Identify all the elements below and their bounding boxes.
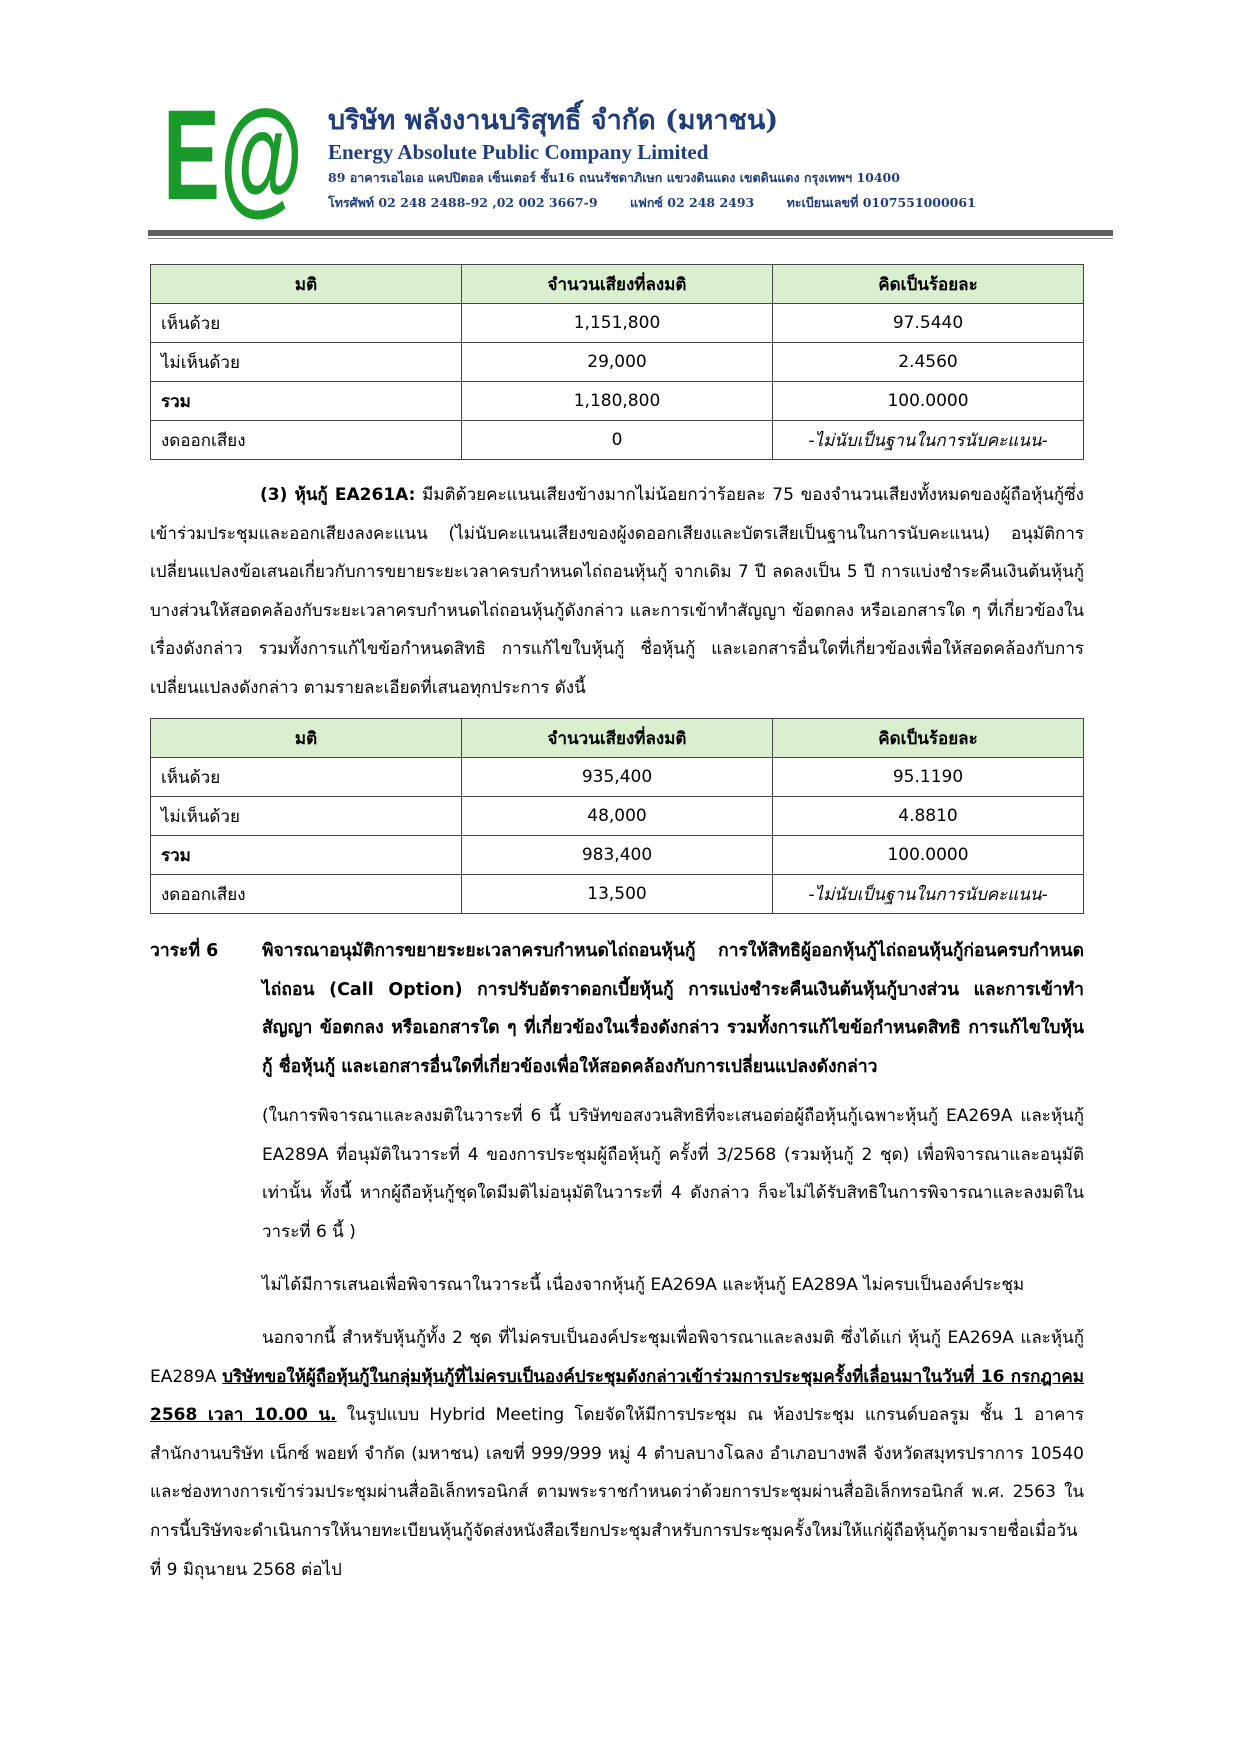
table-cell: เห็นด้วย (151, 304, 462, 343)
phone-number: โทรศัพท์ 02 248 2488-92 ,02 002 3667-9 (328, 195, 598, 210)
table-cell: 13,500 (462, 875, 773, 914)
table-header-row (151, 719, 1084, 758)
table-header-resolution: มติ (151, 719, 462, 758)
table-cell: 97.5440 (773, 304, 1084, 343)
table-row (151, 797, 1084, 836)
final-text-c: ในรูปแบบ Hybrid Meeting โดยจัดให้มีการประชุม ณ ห้องประชุม แกรนด์บอลรูม ชั้น 1 อาคารสำนักงานบริษัท เน็กซ์ พอยท์ จำกัด (มหาชน) เลขที่ 999/999 หมู่ 4 ตำบลบางโฉลง อำเภอบางพลี จังหวัดสมุทรปราการ 10540 และช่องทางการเข้าร่วมประชุมผ่านสื่ออิเล็กทรอนิกส์ ตามพระราชกำหนดว่าด้วยการประชุมผ่านสื่ออิเล็กทรอนิกส์ พ.ศ. 2563 ในการนี้บริษัทจะดำเนินการให้นายทะเบียนหุ้นกู้จัดส่งหนังสือเรียกประชุมสำหรับการประชุมครั้งใหม่ให้แก่ผู้ถือหุ้นกู้ตามรายชื่อเมื่อวันที่ 9 มิถุนายน 2568 ต่อไป (150, 1405, 1084, 1580)
table-cell: 29,000 (462, 343, 773, 382)
agenda-final-paragraph (150, 1319, 1084, 1589)
agenda-title: พิจารณาอนุมัติการขยายระยะเวลาครบกำหนดไถ่ถอนหุ้นกู้ การให้สิทธิผู้ออกหุ้นกู้ไถ่ถอนหุ้นกู้ก่อนครบกำหนดไถ่ถอน (Call Option) การปรับอัตราดอกเบี้ยหุ้นกู้ การแบ่งชำระคืนเงินต้นหุ้นกู้บางส่วน และการเข้าทำสัญญา ข้อตกลง หรือเอกสารใด ๆ ที่เกี่ยวข้องในเรื่องดังกล่าว รวมทั้งการแก้ไขข้อกำหนดสิทธิ การแก้ไขใบหุ้นกู้ ชื่อหุ้นกู้ และเอกสารอื่นใดที่เกี่ยวข้องเพื่อให้สอดคล้องกับการเปลี่ยนแปลงดังกล่าว (262, 941, 1084, 1077)
table-cell: 0 (462, 421, 773, 460)
company-name-english: Energy Absolute Public Company Limited (328, 140, 709, 164)
table-cell: -ไม่นับเป็นฐานในการนับคะแนน- (773, 421, 1084, 460)
table-cell: -ไม่นับเป็นฐานในการนับคะแนน- (773, 875, 1084, 914)
table-cell: 95.1190 (773, 758, 1084, 797)
table-cell: รวม (151, 836, 462, 875)
table-cell: 100.0000 (773, 382, 1084, 421)
final-text-underlined: บริษัทขอให้ผู้ถือหุ้นกู้ในกลุ่มหุ้นกู้ที่ไม่ครบเป็นองค์ประชุมดังกล่าวเข้าร่วมการประชุมครั้งที่เลื่อนมาในวันที่ 16 กรกฎาคม 2568 เวลา 10.00 น. (150, 1366, 1084, 1426)
vote-table-1 (150, 264, 1084, 460)
table-cell: ไม่เห็นด้วย (151, 343, 462, 382)
logo-text: E@ (163, 84, 303, 227)
table-row (151, 304, 1084, 343)
table-row (151, 875, 1084, 914)
table-row (151, 421, 1084, 460)
table-cell: 4.8810 (773, 797, 1084, 836)
paragraph-lead: (3) หุ้นกู้ EA261A: (260, 485, 416, 505)
table-cell: 100.0000 (773, 836, 1084, 875)
table-header-percent: คิดเป็นร้อยละ (773, 265, 1084, 304)
table-row (151, 836, 1084, 875)
table-cell: งดออกเสียง (151, 421, 462, 460)
vote-table-2 (150, 718, 1084, 914)
table-header-row (151, 265, 1084, 304)
table-row (151, 382, 1084, 421)
table-cell: 1,151,800 (462, 304, 773, 343)
registration-number: ทะเบียนเลขที่ 0107551000061 (786, 195, 976, 210)
header-divider (148, 230, 1113, 236)
table-row (151, 343, 1084, 382)
table-row (151, 758, 1084, 797)
company-address: 89 อาคารเอไอเอ แคปปิตอล เซ็นเตอร์ ชั้น16 ถนนรัชดาภิเษก แขวงดินแดง เขตดินแดง กรุงเทพฯ 10400 (328, 170, 900, 185)
paragraph-text: มีมติด้วยคะแนนเสียงข้างมากไม่น้อยกว่าร้อยละ 75 ของจำนวนเสียงทั้งหมดของผู้ถือหุ้นกู้ซึ่งเข้าร่วมประชุมและออกเสียงลงคะแนน (ไม่นับคะแนนเสียงของผู้งดออกเสียงและบัตรเสียเป็นฐานในการนับคะแนน) อนุมัติการเปลี่ยนแปลงข้อเสนอเกี่ยวกับการขยายระยะเวลาครบกำหนดไถ่ถอนหุ้นกู้ จากเดิม 7 ปี ลดลงเป็น 5 ปี การแบ่งชำระคืนเงินต้นหุ้นกู้บางส่วนให้สอดคล้องกับระยะเวลาครบกำหนดไถ่ถอนหุ้นกู้ดังกล่าว และการเข้าทำสัญญา ข้อตกลง หรือเอกสารใด ๆ ที่เกี่ยวข้องในเรื่องดังกล่าว รวมทั้งการแก้ไขข้อกำหนดสิทธิ การแก้ไขใบหุ้นกู้ ชื่อหุ้นกู้ และเอกสารอื่นใดที่เกี่ยวข้องเพื่อให้สอดคล้องกับการเปลี่ยนแปลงดังกล่าว ตามรายละเอียดที่เสนอทุกประการ ดังนี้ (150, 485, 1084, 698)
table-cell: เห็นด้วย (151, 758, 462, 797)
resolution-paragraph-ea261a (150, 476, 1084, 708)
final-text-a: นอกจากนี้ สำหรับหุ้นกู้ทั้ง 2 ชุด ที่ไม่ครบเป็นองค์ประชุมเพื่อพิจารณาและลงมติ ซึ่งได้แก่ หุ้นกู้ EA269A และหุ้นกู้ EA289A (150, 1328, 1084, 1387)
table-cell: 2.4560 (773, 343, 1084, 382)
table-header-resolution: มติ (151, 265, 462, 304)
fax-number: แฟกซ์ 02 248 2493 (629, 195, 755, 210)
agenda-no-offer: ไม่ได้มีการเสนอเพื่อพิจารณาในวาระนี้ เนื่องจากหุ้นกู้ EA269A และหุ้นกู้ EA289A ไม่ครบเป็นองค์ประชุม (262, 1275, 1025, 1295)
table-cell: 935,400 (462, 758, 773, 797)
agenda-label: วาระที่ 6 (150, 941, 219, 961)
table-cell: 983,400 (462, 836, 773, 875)
company-name-thai: บริษัท พลังงานบริสุทธิ์ จำกัด (มหาชน) (328, 105, 779, 136)
header-divider-thin (148, 238, 1113, 239)
table-header-votes: จำนวนเสียงที่ลงมติ (462, 265, 773, 304)
table-cell: ไม่เห็นด้วย (151, 797, 462, 836)
table-cell: 1,180,800 (462, 382, 773, 421)
company-logo (163, 84, 303, 227)
agenda-note: (ในการพิจารณาและลงมติในวาระที่ 6 นี้ บริษัทขอสงวนสิทธิที่จะเสนอต่อผู้ถือหุ้นกู้เฉพาะหุ้นกู้ EA269A และหุ้นกู้ EA289A ที่อนุมัติในวาระที่ 4 ของการประชุมผู้ถือหุ้นกู้ ครั้งที่ 3/2568 (รวมหุ้นกู้ 2 ชุด) เพื่อพิจารณาและอนุมัติเท่านั้น ทั้งนี้ หากผู้ถือหุ้นกู้ชุดใดมีมติไม่อนุมัติในวาระที่ 4 ดังกล่าว ก็จะไม่ได้รับสิทธิในการพิจารณาและลงมติในวาระที่ 6 นี้ ) (262, 1106, 1084, 1242)
company-contact (328, 193, 1004, 213)
table-cell: 48,000 (462, 797, 773, 836)
table-cell: รวม (151, 382, 462, 421)
table-header-percent: คิดเป็นร้อยละ (773, 719, 1084, 758)
table-cell: งดออกเสียง (151, 875, 462, 914)
table-header-votes: จำนวนเสียงที่ลงมติ (462, 719, 773, 758)
